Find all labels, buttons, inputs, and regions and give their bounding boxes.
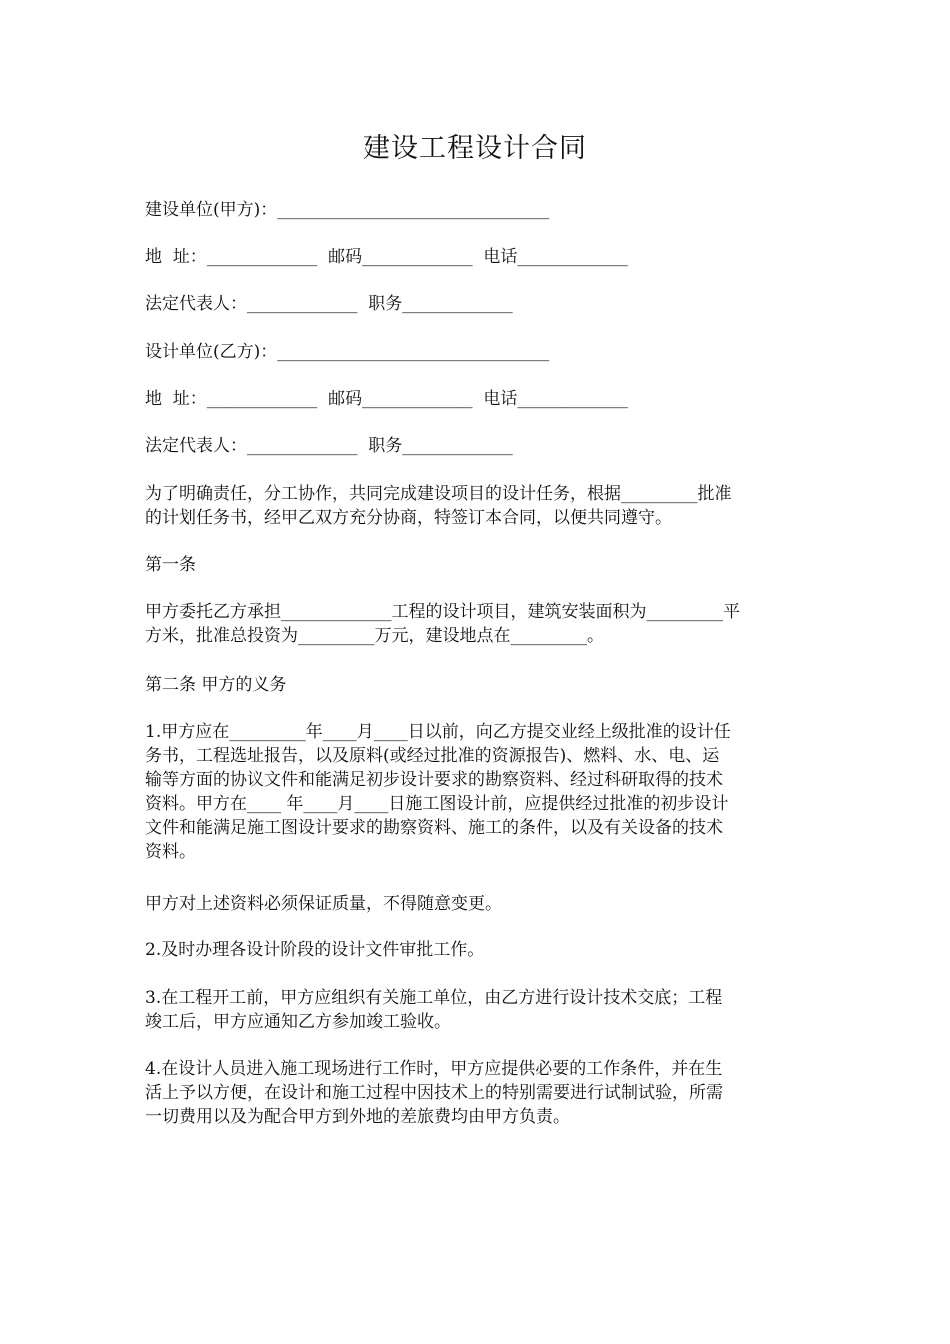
party-b-unit-line: 设计单位(乙方)：________________________________ — [145, 342, 550, 362]
party-b-address-line: 地 址：_____________ 邮码_____________ 电话_____________ — [145, 389, 628, 409]
article-2-item-1: 1.甲方应在_________年____月____日以前，向乙方提交业经上级批准的设计任 务书，工程选址报告，以及原料(或经过批准的资源报告)、燃料、水、电、运 输等方面的协议文件和能满足初步设计要求的勘察资料、经过科研取得的技术 资料。甲方在____ 年____月____日施工图设计前，应提供经过批准的初步设计 文件和能满足施工图设计要求的勘察资料、施工的条件，以及有关设备的技术 资料。 — [145, 722, 731, 862]
document-title: 建设工程设计合同 — [363, 133, 587, 164]
article-2-item-4: 4.在设计人员进入施工现场进行工作时，甲方应提供必要的工作条件，并在生 活上予以方便，在设计和施工过程中因技术上的特别需要进行试制试验，所需 一切费用以及为配合甲方到外地的差旅费均由甲方负责。 — [145, 1059, 723, 1127]
article-2-item-3: 3.在工程开工前，甲方应组织有关施工单位，由乙方进行设计技术交底；工程 竣工后，甲方应通知乙方参加竣工验收。 — [145, 988, 723, 1032]
article-1-paragraph: 甲方委托乙方承担_____________工程的设计项目，建筑安装面积为_________平 方米，批准总投资为_________万元，建设地点在_________。 — [145, 602, 740, 646]
party-a-address-line: 地 址：_____________ 邮码_____________ 电话_____________ — [145, 247, 628, 267]
article-1-heading: 第一条 — [145, 555, 196, 575]
preamble-paragraph: 为了明确责任，分工协作，共同完成建设项目的设计任务，根据_________批准 的计划任务书，经甲乙双方充分协商，特签订本合同，以便共同遵守。 — [145, 484, 732, 528]
party-b-representative-line: 法定代表人：_____________ 职务_____________ — [145, 436, 513, 456]
quality-note: 甲方对上述资料必须保证质量，不得随意变更。 — [145, 894, 502, 914]
party-a-unit-line: 建设单位(甲方)：________________________________ — [145, 200, 550, 220]
article-2-heading: 第二条 甲方的义务 — [145, 675, 287, 695]
article-2-item-2: 2.及时办理各设计阶段的设计文件审批工作。 — [145, 940, 485, 960]
party-a-representative-line: 法定代表人：_____________ 职务_____________ — [145, 294, 513, 314]
